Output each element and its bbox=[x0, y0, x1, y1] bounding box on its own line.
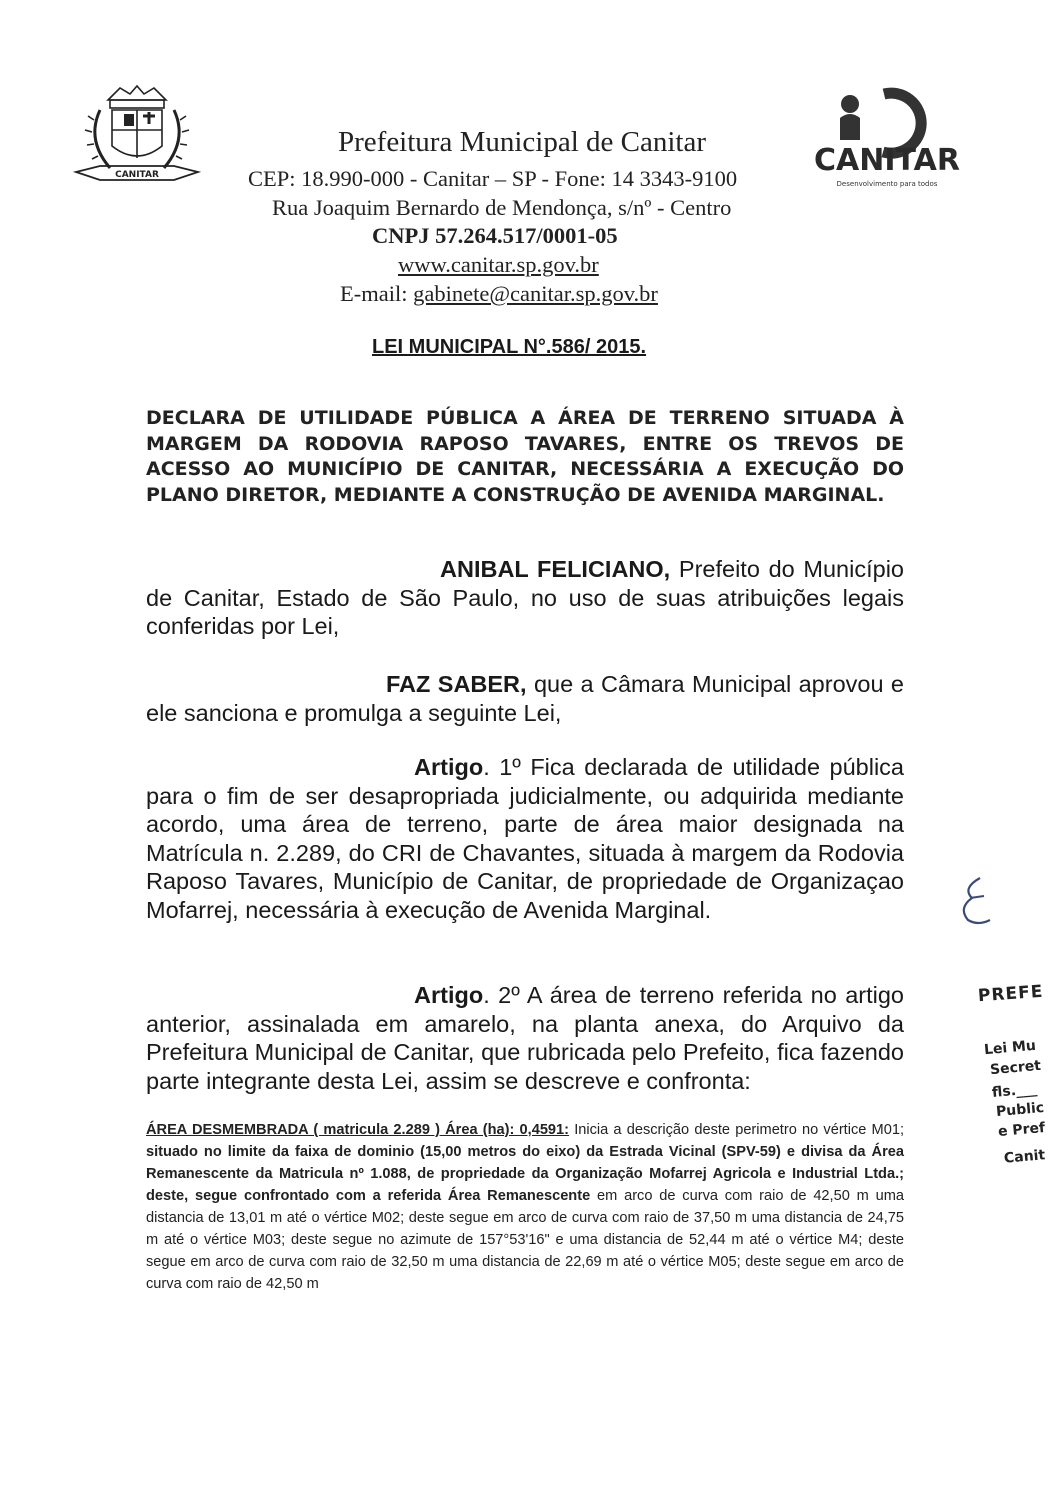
stamp-line-1: Lei Mu bbox=[983, 1037, 1037, 1059]
mayor-paragraph bbox=[146, 555, 904, 641]
faz-saber-text: que a Câmara Municipal aprovou e ele sanciona e promulga a seguinte Lei, bbox=[146, 671, 904, 726]
description-part-1: Inicia a descrição deste perimetro no vértice M01; bbox=[569, 1122, 904, 1138]
svg-text:CANITAR: CANITAR bbox=[115, 170, 159, 180]
canitar-logo-icon bbox=[812, 82, 962, 194]
header-cnpj: CNPJ 57.264.517/0001-05 bbox=[372, 223, 618, 248]
svg-text:Desenvolvimento para todos: Desenvolvimento para todos bbox=[836, 180, 938, 188]
description-part-2: em arco de curva com raio de 42,50 m uma distancia de 13,01 m até o vértice M02; deste segue em arco de curva com raio de 37,50 m uma distancia de 24,75 m até o vértice M03; deste segue no azimute de 157°53'16" e uma distancia de 52,44 m até o vértice M4; deste segue em arco de curva com raio de 32,50 m uma distancia de 22,69 m até o vértice M05; deste segue em arco de curva com raio de 42,50 m bbox=[146, 1188, 904, 1292]
stamp-line-0: PREFE bbox=[977, 981, 1045, 1007]
mayor-text: Prefeito do Município de Canitar, Estado de São Paulo, no uso de suas atribuições legais conferidas por Lei, bbox=[146, 556, 904, 639]
stamp-line-5: e Pref bbox=[997, 1119, 1046, 1141]
stamp-line-4: Public bbox=[995, 1099, 1045, 1121]
perimeter-description bbox=[146, 1119, 904, 1295]
artigo-1-label: Artigo bbox=[414, 754, 484, 780]
svg-text:CANITAR: CANITAR bbox=[814, 143, 960, 178]
artigo-2-text: . 2º A área de terreno referida no artigo anterior, assinalada em amarelo, na planta anexa, do Arquivo da Prefeitura Municipal de Canitar, que rubricada pelo Prefeito, fica fazendo parte integrante desta Lei, assim se descreve e confronta: bbox=[146, 982, 904, 1094]
artigo-1-paragraph bbox=[146, 753, 904, 924]
stamp-line-6: Canit bbox=[1003, 1147, 1046, 1167]
stamp-line-2: Secret bbox=[989, 1057, 1042, 1079]
faz-saber-paragraph bbox=[146, 670, 904, 727]
artigo-2-label: Artigo bbox=[414, 982, 484, 1008]
email-label: E-mail: bbox=[340, 281, 414, 306]
ementa-last-line: PLANO DIRETOR, MEDIANTE A CONSTRUÇÃO DE AVENIDA MARGINAL. bbox=[146, 483, 885, 506]
stamp-line-3: fls.___ bbox=[991, 1081, 1038, 1101]
artigo-1-text: . 1º Fica declarada de utilidade pública para o fim de ser desapropriada judicialmente, ou adquirida mediante acordo, uma área de terreno, parte de área maior designada na Matrícula n. 2.289, do CRI de Chavantes, situada à margem da Rodovia Raposo Tavares, Município de Canitar, de propriedade de Organizaçao Mofarrej, necessária à execução de Avenida Marginal. bbox=[146, 754, 904, 923]
header-email-link[interactable]: gabinete@canitar.sp.gov.br bbox=[413, 281, 658, 306]
header-cep-phone: CEP: 18.990-000 - Canitar – SP - Fone: 14 3343-9100 bbox=[248, 166, 738, 191]
header-email-row bbox=[340, 281, 658, 307]
artigo-2-paragraph bbox=[146, 981, 904, 1095]
area-heading: ÁREA DESMEMBRADA ( matricula 2.289 ) Área (ha): 0,4591: bbox=[146, 1122, 570, 1138]
handwritten-initial-icon bbox=[950, 870, 1030, 930]
municipal-coat-of-arms-icon bbox=[70, 80, 205, 192]
header-website-link[interactable]: www.canitar.sp.gov.br bbox=[398, 252, 599, 277]
header-title: Prefeitura Municipal de Canitar bbox=[338, 126, 707, 158]
mayor-name: ANIBAL FELICIANO, bbox=[440, 556, 671, 582]
law-title: LEI MUNICIPAL N°.586/ 2015. bbox=[372, 336, 647, 358]
header-address: Rua Joaquim Bernardo de Mendonça, s/nº - Centro bbox=[272, 195, 732, 220]
ementa bbox=[146, 406, 904, 508]
ementa-main: DECLARA DE UTILIDADE PÚBLICA A ÁREA DE TERRENO SITUADA À MARGEM DA RODOVIA RAPOSO TAVARES, ENTRE OS TREVOS DE ACESSO AO MUNICÍPIO DE CANITAR, NECESSÁRIA A EXECUÇÃO DO bbox=[146, 407, 904, 480]
description-bold-1: situado no limite da faixa de dominio (15,00 metros do eixo) da Estrada Vicinal (SPV-59) e divisa da Área Remanescente da Matricula nº 1.088, de propriedade da Organização Mofarrej Agricola e Industrial Ltda.; deste, segue confrontado com a referida Área Remanescente bbox=[146, 1144, 904, 1204]
faz-saber-lead: FAZ SABER, bbox=[386, 671, 527, 697]
